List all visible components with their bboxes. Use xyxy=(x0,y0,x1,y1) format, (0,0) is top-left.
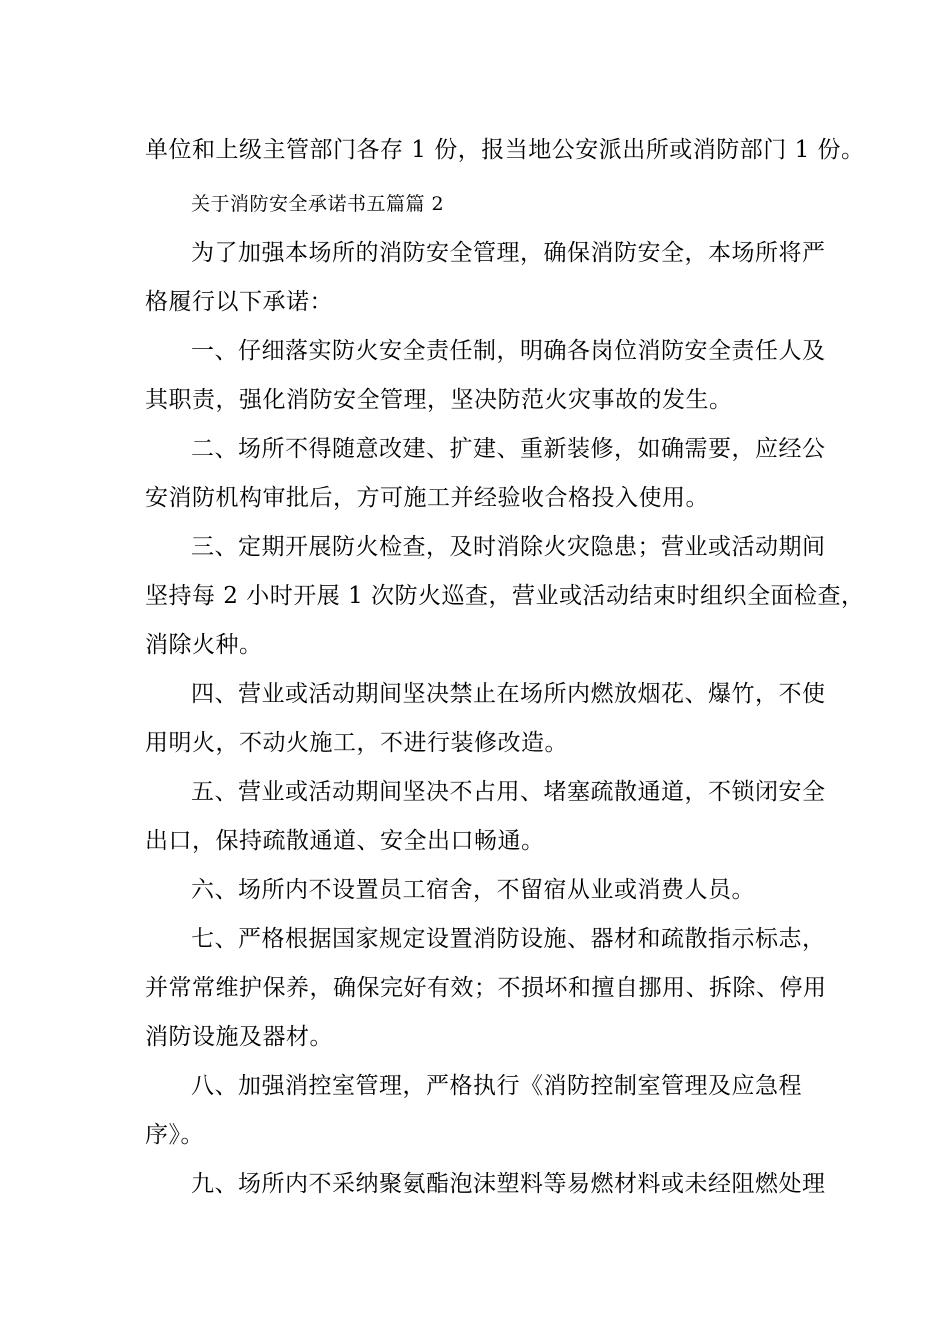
text-line: 消防设施及器材。 xyxy=(145,1024,333,1050)
text-line: 序》。 xyxy=(145,1122,204,1148)
text-line: 格履行以下承诺： xyxy=(145,289,333,315)
text-line: 八、加强消控室管理，严格执行《消防控制室管理及应急程 xyxy=(191,1073,802,1099)
text-line: 二、场所不得随意改建、扩建、重新装修，如确需要，应经公 xyxy=(191,436,826,462)
section-heading: 关于消防安全承诺书五篇篇 2 xyxy=(191,193,445,215)
text-line: 坚持每 2 小时开展 1 次防火巡查，营业或活动结束时组织全面检查， xyxy=(145,583,865,609)
text-line: 九、场所内不采纳聚氨酯泡沫塑料等易燃材料或未经阻燃处理 xyxy=(191,1171,826,1197)
text-line: 单位和上级主管部门各存 1 份，报当地公安派出所或消防部门 1 份。 xyxy=(145,137,865,163)
text-line: 其职责，强化消防安全管理，坚决防范火灾事故的发生。 xyxy=(145,387,733,413)
text-line: 一、仔细落实防火安全责任制，明确各岗位消防安全责任人及 xyxy=(191,338,826,364)
text-line: 四、营业或活动期间坚决禁止在场所内燃放烟花、爆竹，不使 xyxy=(191,681,826,707)
text-line: 五、营业或活动期间坚决不占用、堵塞疏散通道，不锁闭安全 xyxy=(191,779,826,805)
text-line: 为了加强本场所的消防安全管理，确保消防安全，本场所将严 xyxy=(191,240,826,266)
text-line: 安消防机构审批后，方可施工并经验收合格投入使用。 xyxy=(145,485,709,511)
text-line: 七、严格根据国家规定设置消防设施、器材和疏散指示标志， xyxy=(191,926,826,952)
text-line: 三、定期开展防火检查，及时消除火灾隐患；营业或活动期间 xyxy=(191,534,826,560)
text-line: 消除火种。 xyxy=(145,632,263,658)
text-line: 出口，保持疏散通道、安全出口畅通。 xyxy=(145,828,545,854)
text-line: 并常常维护保养，确保完好有效；不损坏和擅自挪用、拆除、停用 xyxy=(145,975,827,1001)
text-line: 用明火，不动火施工，不进行装修改造。 xyxy=(145,730,568,756)
text-line: 六、场所内不设置员工宿舍，不留宿从业或消费人员。 xyxy=(191,877,755,903)
